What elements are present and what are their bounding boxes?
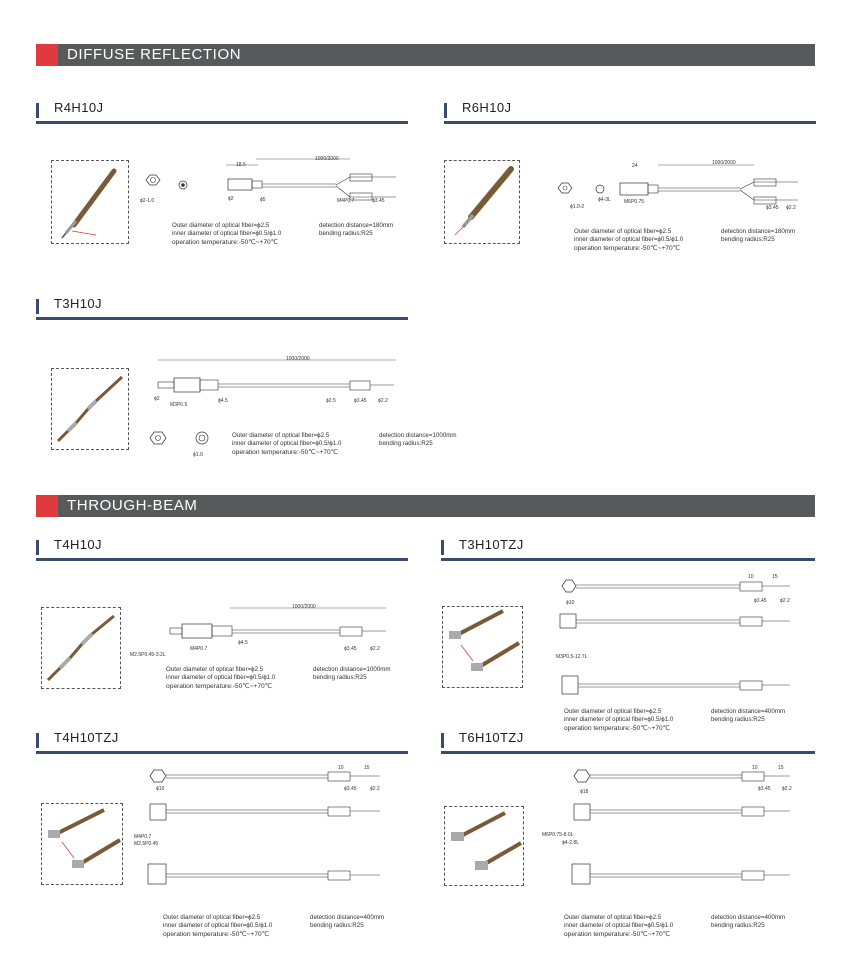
spec-distance: detection distance=400mm — [310, 914, 385, 921]
spec-outer: Outer diameter of optical fiber=ϕ2.5 — [166, 666, 264, 673]
spec-distance: detection distance=180mm — [721, 228, 796, 235]
spec-t3h10j — [232, 432, 341, 457]
spec-temp: operation temperature:-50℃~+70℃ — [564, 930, 671, 938]
dim-label: M4P0.7 — [134, 834, 152, 840]
dim-label: ϕ3.45 — [344, 786, 357, 792]
spec-distance: detection distance=180mm — [319, 222, 394, 229]
section-band-diffuse — [36, 44, 815, 66]
model-header-t4h10tzj — [36, 729, 408, 754]
dim-label: ϕ2.2 — [378, 398, 388, 404]
spec-t3h10j-detection — [379, 432, 457, 449]
fiber-probe-image — [445, 807, 523, 885]
spec-r4h10j — [172, 222, 281, 247]
dim-label: ϕ10 — [566, 600, 575, 606]
dim-label: ϕ3.45 — [354, 398, 367, 404]
dim-length: 1000/2000 — [286, 356, 310, 362]
spec-temp: operation temperature:-50℃~+70℃ — [574, 244, 681, 252]
dim-label: ϕ10 — [156, 786, 165, 792]
spec-bending: bending radius:R25 — [711, 716, 765, 724]
header-bar — [444, 103, 447, 118]
accent-block — [36, 44, 58, 66]
dim-label: ϕ2.2 — [786, 205, 796, 211]
dim-18-5: 18.5 — [236, 162, 246, 168]
spec-inner: inner diameter of optical fiber=ϕ0.5/ϕ1.0 — [163, 922, 273, 930]
header-bar — [441, 540, 444, 555]
model-name: T4H10TZJ — [54, 730, 119, 745]
dim-label: M3P0.5-12.7L — [556, 654, 588, 660]
spec-outer: Outer diameter of optical fiber=ϕ2.5 — [574, 228, 672, 235]
dim-length: 1000/2000 — [315, 156, 339, 162]
dim-label: ϕ5 — [260, 197, 266, 203]
dim-label: ϕ4.5 — [238, 640, 248, 646]
spec-distance: detection distance=1000mm — [313, 666, 391, 673]
spec-t4h10j — [166, 666, 275, 691]
spec-bending: bending radius:R25 — [313, 674, 367, 682]
model-name: R6H10J — [462, 100, 512, 115]
model-header-t4h10j — [36, 536, 408, 561]
dim-label: ϕ3.45 — [766, 205, 779, 211]
dim-label: 10 — [748, 574, 754, 580]
model-header-t3h10tzj — [441, 536, 815, 561]
section-band-through-beam — [36, 495, 815, 517]
spec-t4h10j-detection — [313, 666, 391, 683]
product-photo-t3h10tzj — [442, 606, 523, 688]
spec-outer: Outer diameter of optical fiber=ϕ2.5 — [564, 914, 662, 921]
model-name: T3H10TZJ — [459, 537, 524, 552]
dim-label: M2.5P0.45-3.2L — [130, 652, 166, 658]
spec-temp: operation temperature:-50℃~+70℃ — [232, 448, 339, 456]
product-photo-t4h10tzj — [41, 803, 123, 885]
spec-bending: bending radius:R25 — [319, 230, 373, 238]
dim-length: 1000/2000 — [712, 160, 736, 166]
dim-label: ϕ2 — [154, 396, 160, 402]
dim-label: ϕ1.0-2 — [570, 204, 585, 210]
spec-bending: bending radius:R25 — [310, 922, 364, 930]
drawing-t3h10tzj — [540, 572, 800, 712]
spec-t6h10tzj-detection — [711, 914, 785, 931]
spec-outer: Outer diameter of optical fiber=ϕ2.5 — [232, 432, 330, 439]
header-bar — [36, 540, 39, 555]
dim-label: ϕ2 — [228, 196, 234, 202]
spec-outer: Outer diameter of optical fiber=ϕ2.5 — [163, 914, 261, 921]
accent-block — [36, 495, 58, 517]
drawing-t4h10tzj — [134, 764, 394, 904]
spec-temp: operation temperature:-50℃~+70℃ — [172, 238, 279, 246]
spec-bending: bending radius:R25 — [379, 440, 433, 448]
fiber-probe-image — [42, 608, 120, 688]
section-title: DIFFUSE REFLECTION — [67, 46, 242, 63]
spec-bending: bending radius:R25 — [721, 236, 775, 244]
spec-temp: operation temperature:-50℃~+70℃ — [564, 724, 671, 732]
section-title: THROUGH-BEAM — [67, 497, 198, 514]
dim-length: 1000/2000 — [292, 604, 316, 610]
spec-distance: detection distance=400mm — [711, 914, 786, 921]
fiber-probe-image — [443, 607, 522, 687]
product-photo-t6h10tzj — [444, 806, 524, 886]
dim-label: ϕ4-2.8L — [562, 840, 579, 846]
dim-label: ϕ3.45 — [372, 198, 385, 204]
drawing-t3h10j-end — [136, 428, 216, 458]
dim-label: ϕ2.2 — [782, 786, 792, 792]
dim-label: ϕ2-1.0 — [140, 198, 155, 204]
dim-label: ϕ2.2 — [370, 646, 380, 652]
spec-inner: inner diameter of optical fiber=ϕ0.5/ϕ1.0 — [574, 236, 684, 244]
dim-label: M4P0.7 — [190, 646, 208, 652]
fiber-probe-image — [42, 804, 122, 884]
product-photo-r4h10j — [51, 160, 129, 244]
dim-label: 10 — [338, 765, 344, 771]
spec-outer: Outer diameter of optical fiber=ϕ2.5 — [172, 222, 270, 229]
product-photo-t3h10j — [51, 368, 129, 450]
dim-label: ϕ2.5 — [326, 398, 336, 404]
dim-label: M3P0.5 — [170, 402, 188, 408]
spec-temp: operation temperature:-50℃~+70℃ — [163, 930, 270, 938]
spec-t4h10tzj-detection — [310, 914, 384, 931]
header-bar — [441, 733, 444, 748]
dim-24: 24 — [632, 163, 638, 169]
spec-r4h10j-detection — [319, 222, 393, 239]
dim-label: 15 — [772, 574, 778, 580]
dim-label: M6P0.75-8.0L — [542, 832, 574, 838]
product-photo-t4h10j — [41, 607, 121, 689]
dim-label: ϕ3.45 — [758, 786, 771, 792]
dim-label: M2.5P0.45 — [134, 841, 159, 847]
model-header-t3h10j — [36, 295, 408, 320]
dim-label: ϕ4-3L — [598, 197, 611, 203]
model-name: T4H10J — [54, 537, 102, 552]
dim-label: ϕ4.5 — [218, 398, 228, 404]
spec-inner: inner diameter of optical fiber=ϕ0.5/ϕ1.0 — [232, 440, 342, 448]
spec-distance: detection distance=400mm — [711, 708, 786, 715]
header-bar — [36, 299, 39, 314]
spec-distance: detection distance=1000mm — [379, 432, 457, 439]
header-bar — [36, 103, 39, 118]
spec-r6h10j — [574, 228, 683, 253]
dim-label: ϕ1.0 — [193, 452, 203, 458]
spec-temp: operation temperature:-50℃~+70℃ — [166, 682, 273, 690]
spec-t3h10tzj — [564, 708, 673, 733]
dim-label: 15 — [364, 765, 370, 771]
spec-bending: bending radius:R25 — [711, 922, 765, 930]
dim-label: ϕ2.2 — [780, 598, 790, 604]
drawing-r4h10j — [136, 155, 398, 215]
dim-label: ϕ3.45 — [344, 646, 357, 652]
dim-label: M4P0.7 — [337, 198, 355, 204]
spec-outer: Outer diameter of optical fiber=ϕ2.5 — [564, 708, 662, 715]
model-name: R4H10J — [54, 100, 104, 115]
dim-label: ϕ3.45 — [754, 598, 767, 604]
dim-label: 15 — [778, 765, 784, 771]
fiber-probe-image — [52, 161, 128, 243]
fiber-probe-image — [52, 369, 128, 449]
spec-r6h10j-detection — [721, 228, 795, 245]
header-bar — [36, 733, 39, 748]
product-photo-r6h10j — [444, 160, 520, 244]
spec-inner: inner diameter of optical fiber=ϕ0.5/ϕ1.0 — [166, 674, 276, 682]
model-name: T3H10J — [54, 296, 102, 311]
dim-label: ϕ18 — [580, 789, 589, 795]
drawing-t6h10tzj — [538, 764, 798, 904]
spec-t6h10tzj — [564, 914, 673, 939]
model-name: T6H10TZJ — [459, 730, 524, 745]
spec-inner: inner diameter of optical fiber=ϕ0.5/ϕ1.0 — [564, 922, 674, 930]
dim-label: 10 — [752, 765, 758, 771]
spec-inner: inner diameter of optical fiber=ϕ0.5/ϕ1.0 — [172, 230, 282, 238]
spec-t3h10tzj-detection — [711, 708, 785, 725]
dim-label: M6P0.75 — [624, 199, 645, 205]
spec-inner: inner diameter of optical fiber=ϕ0.5/ϕ1.0 — [564, 716, 674, 724]
dim-label: ϕ2.2 — [370, 786, 380, 792]
spec-t4h10tzj — [163, 914, 272, 939]
model-header-r6h10j — [444, 99, 816, 124]
model-header-r4h10j — [36, 99, 408, 124]
fiber-probe-image — [445, 161, 519, 243]
